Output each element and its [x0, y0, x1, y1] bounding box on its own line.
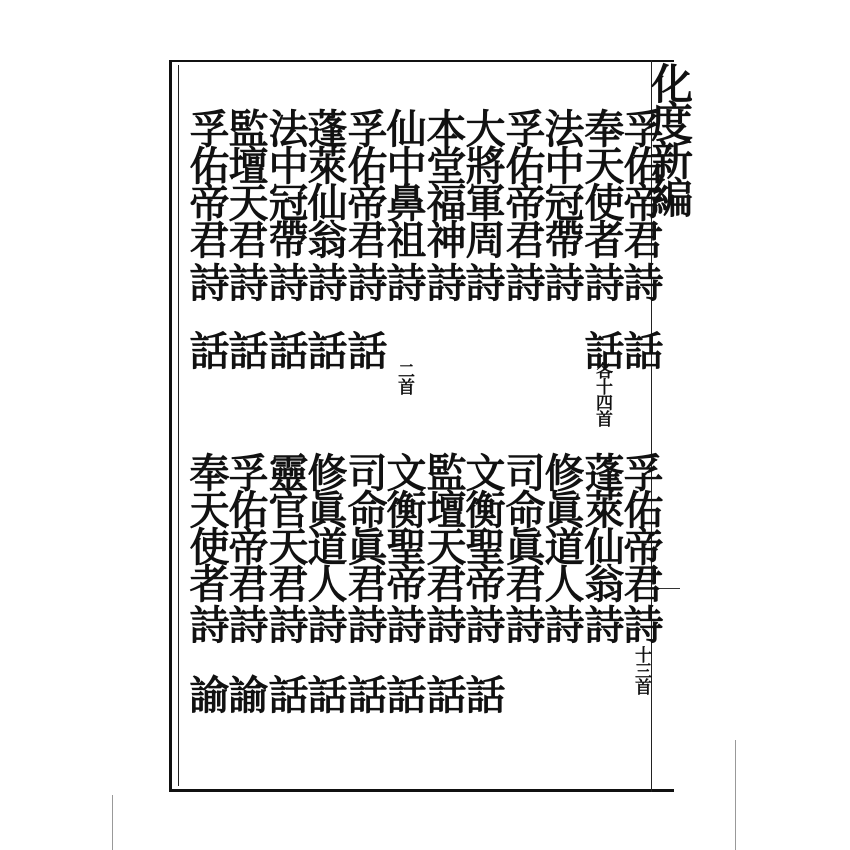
- entry-type: 詩: [341, 604, 388, 644]
- entry-suffix: 諭: [183, 674, 230, 714]
- scan-edge-right: [735, 740, 736, 850]
- entry-type: 詩: [538, 262, 585, 302]
- entry-name: 奉天使者: [578, 108, 625, 256]
- entry-note: 二首: [394, 362, 414, 394]
- entry-name: 監壇天君: [420, 452, 467, 600]
- entry-type: 詩: [617, 262, 664, 302]
- entry-name: 孚佑帝君: [222, 452, 269, 600]
- entry-name: 仙中鼻祖: [380, 108, 427, 256]
- entry-suffix: 話: [301, 674, 348, 714]
- entry-type: 詩: [617, 604, 664, 644]
- entry-note: 各十四首: [592, 362, 612, 426]
- entry-name: 靈官天君: [262, 452, 309, 600]
- entry-name: 監壇天君: [222, 108, 269, 256]
- entry-name: 本堂福神: [420, 108, 467, 256]
- entry-name: 孚佑帝君: [341, 108, 388, 256]
- entry-type: 詩: [341, 262, 388, 302]
- entry-suffix: 話: [341, 330, 388, 370]
- entry-name: 孚佑帝君: [183, 108, 230, 256]
- entry-name: 法中冠帶: [538, 108, 585, 256]
- entry-type: 詩: [380, 262, 427, 302]
- entry-type: 詩: [420, 604, 467, 644]
- entry-type: 詩: [578, 604, 625, 644]
- entry-name: 修眞道人: [301, 452, 348, 600]
- entry-suffix: 話: [262, 674, 309, 714]
- entry-suffix: 話: [617, 330, 664, 370]
- entry-name: 法中冠帶: [262, 108, 309, 256]
- spine-title: 化度新編: [645, 62, 694, 214]
- entry-name: 司命眞君: [341, 452, 388, 600]
- entry-note: 十三首: [631, 646, 651, 694]
- entry-type: 詩: [301, 262, 348, 302]
- entry-type: 詩: [183, 262, 230, 302]
- entry-suffix: 諭: [222, 674, 269, 714]
- entry-suffix: 話: [578, 330, 625, 370]
- entry-suffix: 話: [420, 674, 467, 714]
- entry-type: 詩: [380, 604, 427, 644]
- entry-type: 詩: [499, 604, 546, 644]
- entry-type: 詩: [183, 604, 230, 644]
- entry-name: 文衡聖帝: [459, 452, 506, 600]
- entry-name: 孚佑帝君: [617, 452, 664, 600]
- entry-type: 詩: [262, 604, 309, 644]
- entry-type: 詩: [222, 604, 269, 644]
- entry-name: 孚佑帝君: [617, 108, 664, 256]
- scan-edge-left: [112, 795, 113, 850]
- entry-type: 詩: [301, 604, 348, 644]
- entry-suffix: 話: [341, 674, 388, 714]
- entry-name: 大將軍周: [459, 108, 506, 256]
- entry-suffix: 話: [380, 674, 427, 714]
- entry-name: 蓬萊仙翁: [301, 108, 348, 256]
- entry-type: 詩: [459, 262, 506, 302]
- entry-suffix: 話: [301, 330, 348, 370]
- entry-type: 詩: [578, 262, 625, 302]
- entry-name: 司命眞君: [499, 452, 546, 600]
- entry-type: 詩: [420, 262, 467, 302]
- entry-type: 詩: [222, 262, 269, 302]
- entry-suffix: 話: [222, 330, 269, 370]
- entry-type: 詩: [499, 262, 546, 302]
- entry-name: 奉天使者: [183, 452, 230, 600]
- entry-suffix: 話: [262, 330, 309, 370]
- entry-type: 詩: [262, 262, 309, 302]
- entry-name: 孚佑帝君: [499, 108, 546, 256]
- entry-name: 文衡聖帝: [380, 452, 427, 600]
- entry-name: 蓬萊仙翁: [578, 452, 625, 600]
- entry-suffix: 話: [459, 674, 506, 714]
- entry-type: 詩: [459, 604, 506, 644]
- entry-name: 修眞道人: [538, 452, 585, 600]
- entry-suffix: 話: [183, 330, 230, 370]
- entry-type: 詩: [538, 604, 585, 644]
